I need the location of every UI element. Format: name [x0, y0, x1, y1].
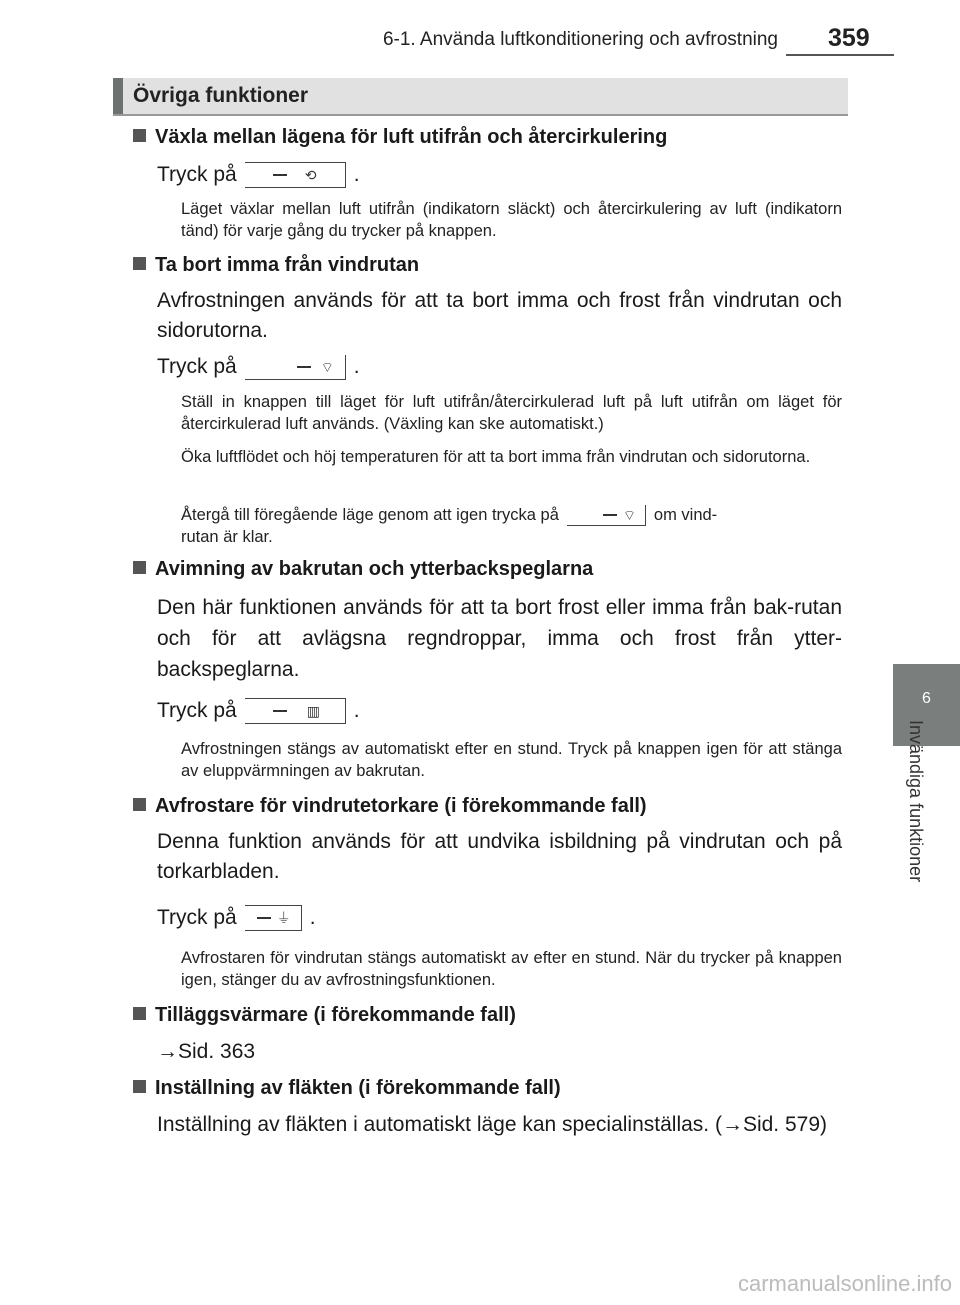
- heading-fan: Inställning av fläkten (i förekommande fall): [133, 1077, 561, 1100]
- note: Läget växlar mellan luft utifrån (indikatorn släckt) och återcirkulering av luft (indikatorn tänd) för varje gång du trycker på knappen.: [181, 200, 842, 240]
- bullet-square-icon: [133, 561, 146, 574]
- note: Ställ in knappen till läget för luft utifrån/återcirkulerad luft på luft utifrån om läget för återcirkulerad luft används. (Växling kan ske automatiskt.): [181, 393, 842, 433]
- heading-recirculation: Växla mellan lägena för luft utifrån och återcirkulering: [133, 126, 667, 149]
- note: Avfrostningen stängs av automatiskt efter en stund. Tryck på knappen igen för att stänga av eluppvärmningen av bakrutan.: [181, 740, 842, 780]
- press-line: Tryck på ⏚ .: [157, 903, 842, 933]
- section-title: Övriga funktioner: [133, 84, 309, 107]
- windshield-defrost-button[interactable]: [245, 355, 346, 380]
- rear-defogger-icon: ▥: [306, 703, 320, 720]
- heading-wiper-deicer: Avfrostare för vindrutetorkare (i förekommande fall): [133, 795, 647, 818]
- note: Öka luftflödet och höj temperaturen för att ta bort imma från vindrutan och sidorutorna.: [181, 448, 811, 466]
- bullet-square-icon: [133, 257, 146, 270]
- page-reference[interactable]: →Sid. 363: [157, 1040, 256, 1063]
- windshield-defrost-button-inline[interactable]: [567, 505, 646, 526]
- page-number: 359: [828, 24, 870, 52]
- chapter-label: Invändiga funktioner: [906, 720, 926, 883]
- bullet-square-icon: [133, 129, 146, 142]
- body-text: Denna funktion används för att undvika isbildning på vindrutan och på torkarbladen.: [157, 830, 842, 883]
- press-line: Tryck på ⟲ .: [157, 160, 842, 190]
- recirculation-icon: ⟲: [304, 167, 317, 184]
- chapter-tab: [893, 664, 960, 746]
- note: Avfrostaren för vindrutan stängs automatiskt av efter en stund. När du trycker på knappen igen, stänger du av avfrostningsfunktionen.: [181, 949, 842, 989]
- heading-rear-defog: Avimning av bakrutan och ytterbackspeglarna: [133, 558, 593, 581]
- recirculation-button[interactable]: [245, 162, 346, 188]
- header-rule: [786, 54, 894, 56]
- heading-windshield: Ta bort imma från vindrutan: [133, 254, 419, 277]
- body-text: Den här funktionen används för att ta bort frost eller imma från bak-rutan och för att avlägsna regndroppar, imma och frost från ytter-backspeglarna.: [157, 596, 842, 681]
- body-text: Avfrostningen används för att ta bort imma och frost från vindrutan och sidorutorna.: [157, 289, 842, 342]
- note: Återgå till föregående läge genom att igen trycka på ⌔ om vind- rutan är klar.: [181, 506, 718, 547]
- section-bar: [113, 78, 123, 114]
- body-text: Inställning av fläkten i automatiskt läge kan specialinställas. (→Sid. 579): [157, 1113, 828, 1136]
- bullet-square-icon: [133, 798, 146, 811]
- bullet-square-icon: [133, 1080, 146, 1093]
- heading-aux-heater: Tilläggsvärmare (i förekommande fall): [133, 1004, 516, 1027]
- windshield-defrost-icon: ⌔: [320, 358, 334, 375]
- press-line: Tryck på ⌔ .: [157, 355, 360, 378]
- watermark: carmanualsonline.info: [737, 1271, 952, 1296]
- bullet-square-icon: [133, 1007, 146, 1020]
- chapter-number: 6: [922, 690, 931, 707]
- windshield-defrost-icon: ⌔: [622, 507, 637, 524]
- section-rule: [113, 114, 848, 116]
- rear-defogger-button[interactable]: [245, 698, 346, 724]
- wiper-deicer-button[interactable]: [245, 905, 302, 931]
- wiper-deicer-icon: ⏚: [276, 910, 291, 927]
- press-line: Tryck på ▥ .: [157, 696, 842, 726]
- running-header: 6-1. Använda luftkonditionering och avfrostning: [382, 29, 778, 50]
